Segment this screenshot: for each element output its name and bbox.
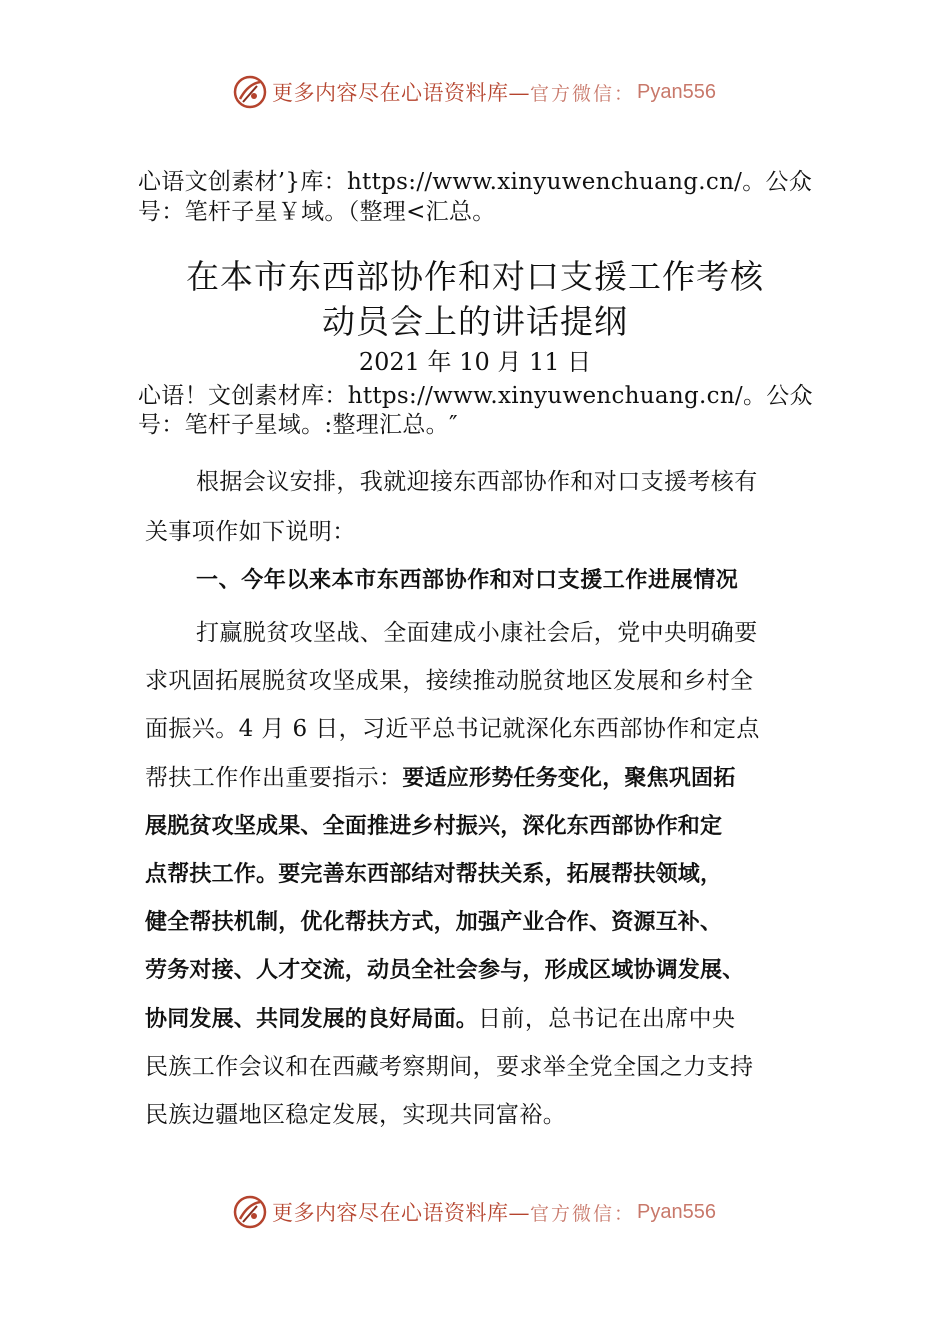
watermark-mid-line1: 心语！文创素材库：https://www.xinyuwenchuang.cn/。公众: [138, 383, 813, 409]
para1-line9-bold: 协同发展、共同发展的良好局面。: [145, 1007, 479, 1032]
page-title-line1: 在本市东西部协作和对口支援工作考核: [186, 257, 764, 296]
watermark-top-line1: 心语文创素材’}库：https://www.xinyuwenchuang.cn/。公众: [138, 169, 813, 195]
para1-line8: 劳务对接、人才交流，动员全社会参与，形成区域协调发展、: [145, 958, 745, 983]
banner-wechat-id: Pyan556: [637, 1200, 716, 1223]
banner-wechat-id: Pyan556: [637, 80, 716, 103]
header-banner: [232, 72, 716, 112]
banner-wechat-label: 官方微信：: [530, 82, 636, 105]
para1-line4: [145, 763, 735, 794]
document-date: 2021 年 10 月 11 日: [358, 348, 592, 376]
intro-line1: 根据会议安排，我就迎接东西部协作和对口支援考核有: [196, 469, 758, 495]
para1-line1: 打赢脱贫攻坚战、全面建成小康社会后，党中央明确要: [196, 620, 758, 646]
para1-line7: 健全帮扶机制，优化帮扶方式，加强产业合作、资源互补、: [145, 910, 723, 935]
para1-line4-normal: 帮扶工作作出重要指示：: [145, 765, 403, 791]
para1-line4-bold: 要适应形势任务变化，聚焦巩固拓: [402, 766, 736, 791]
footer-banner: [232, 1192, 716, 1232]
intro-line2: 关事项作如下说明：: [145, 519, 356, 545]
para1-line10: 民族工作会议和在西藏考察期间，要求举全党全国之力支持: [145, 1054, 754, 1080]
para1-line2: 求巩固拓展脱贫攻坚成果，接续推动脱贫地区发展和乡村全: [145, 668, 754, 694]
banner-wechat-label: 官方微信：: [530, 1202, 636, 1225]
page-title-line2: 动员会上的讲话提纲: [322, 302, 628, 341]
section1-heading: 一、今年以来本市东西部协作和对口支援工作进展情况: [196, 568, 739, 593]
banner-text: 更多内容尽在心语资料库—: [272, 81, 530, 105]
brand-logo-icon: [232, 1194, 268, 1230]
para1-line9: [145, 1004, 735, 1035]
watermark-mid-line2: 号：笔杆子星域。:整理汇总。″: [138, 412, 458, 438]
banner-text: 更多内容尽在心语资料库—: [272, 1201, 530, 1225]
watermark-top-line2: 号：笔杆子星￥域。（整理<汇总。: [138, 199, 496, 225]
brand-logo-icon: [232, 74, 268, 110]
para1-line6: 点帮扶工作。要完善东西部结对帮扶关系，拓展帮扶领域，: [145, 862, 723, 887]
para1-line3: 面振兴。4 月 6 日，习近平总书记就深化东西部协作和定点: [145, 716, 760, 742]
para1-line9-normal: 日前，总书记在出席中央: [478, 1006, 736, 1032]
para1-line5: 展脱贫攻坚成果、全面推进乡村振兴，深化东西部协作和定: [145, 814, 723, 839]
para1-line11: 民族边疆地区稳定发展，实现共同富裕。: [145, 1102, 567, 1128]
